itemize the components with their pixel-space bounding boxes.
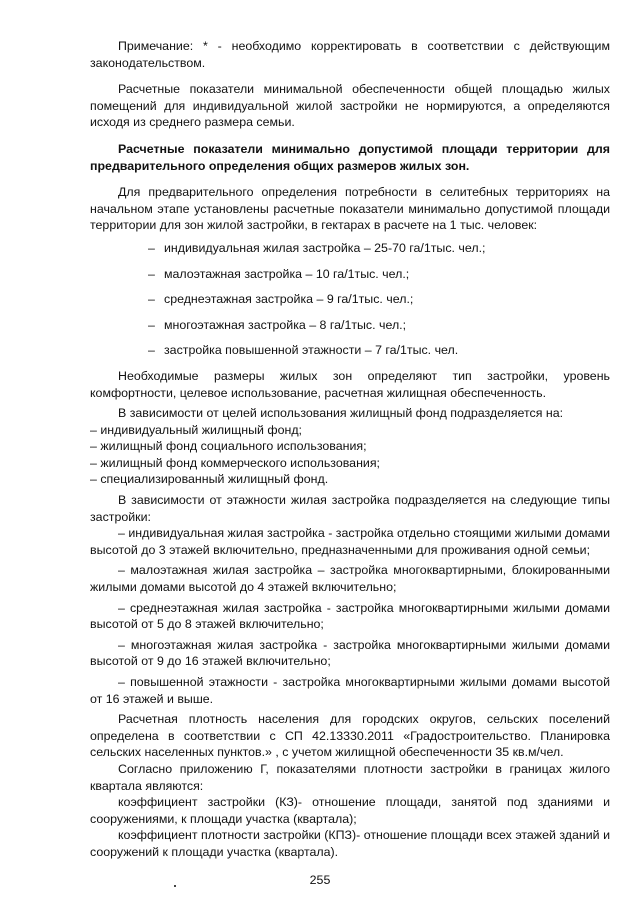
list-item: – индивидуальный жилищный фонд; (90, 422, 302, 437)
scan-speck (174, 885, 176, 887)
list-item: – многоэтажная жилая застройка - застройка многоквартирными жилыми домами высотой от 9 до 16 этажей включительно; (90, 637, 610, 669)
list-item: – среднеэтажная жилая застройка - застройка многоквартирными жилыми домами высотой от 5 до 8 этажей включительно; (90, 600, 610, 632)
paragraph-living-area: Расчетные показатели минимальной обеспеченности общей площадью жилых помещений для индивидуальной жилой застройки не нормируются, а определяются исходя из среднего размера семьи. (90, 82, 610, 130)
page-content (90, 38, 610, 861)
paragraph-build-intro: В зависимости от этажности жилая застройка подразделяется на следующие типы застройки: (90, 493, 610, 524)
list-item: – застройка повышенной этажности – 7 га/1тыс. чел. (148, 343, 459, 358)
list-item: – повышенной этажности - застройка многоквартирными жилыми домами высотой от 16 этажей и выше. (90, 675, 610, 706)
list-item: – индивидуальная жилая застройка - застройка отдельно стоящими жилыми домами высотой до 3 этажей включительно, предназначенными для проживания одной семьи; (90, 526, 610, 557)
note-paragraph: Примечание: * - необходимо корректировать в соответствии с действующим законодательством. (90, 39, 610, 70)
paragraph-kz: коэффициент застройки (КЗ)- отношение площади, занятой под зданиями и сооружениями, к площади участка (квартала); (90, 795, 610, 826)
list-item: – малоэтажная жилая застройка – застройка многоквартирными, блокированными жилыми домами высотой до 4 этажей включительно; (90, 563, 610, 595)
list-item: – среднеэтажная застройка – 9 га/1тыс. чел.; (148, 292, 414, 307)
list-item: – жилищный фонд социального использования; (90, 439, 367, 454)
list-item: – многоэтажная застройка – 8 га/1тыс. чел.; (148, 317, 407, 332)
list-item: – специализированный жилищный фонд. (90, 472, 329, 487)
page-number: 255 (309, 873, 331, 887)
paragraph-fund-intro: В зависимости от целей использования жилищный фонд подразделяется на: (118, 406, 564, 421)
paragraph-density: Расчетная плотность населения для городских округов, сельских поселений определена в соответствии с СП 42.13330.2011 «Градостроительство. Планировка сельских населенных пунктов.» , с учетом жилищной обеспеченности 35 кв.м/чел. (90, 712, 610, 760)
list-item: – жилищный фонд коммерческого использования; (90, 455, 380, 470)
paragraph-kpz: коэффициент плотности застройки (КПЗ)- отношение площади всех этажей зданий и сооружений к площади участка (квартала). (90, 828, 610, 859)
zone-list (90, 240, 610, 359)
paragraph-zone-sizes: Необходимые размеры жилых зон определяют тип застройки, уровень комфортности, целевое использование, расчетная жилищная обеспеченность. (90, 368, 610, 400)
paragraph-appendix: Согласно приложению Г, показателями плотности застройки в границах жилого квартала являются: (90, 761, 610, 793)
section-heading: Расчетные показатели минимально допустимой площади территории для предварительного определения общих размеров жилых зон. (90, 141, 610, 173)
paragraph-territory: Для предварительного определения потребности в селитебных территориях на начальном этапе установлены расчетные показатели минимально допустимой площади территории для зон жилой застройки, в гектарах в расчете на 1 тыс. человек: (90, 185, 610, 233)
list-item: – индивидуальная жилая застройка – 25-70 га/1тыс. чел.; (148, 240, 486, 255)
list-item: – малоэтажная застройка – 10 га/1тыс. чел.; (148, 266, 410, 281)
